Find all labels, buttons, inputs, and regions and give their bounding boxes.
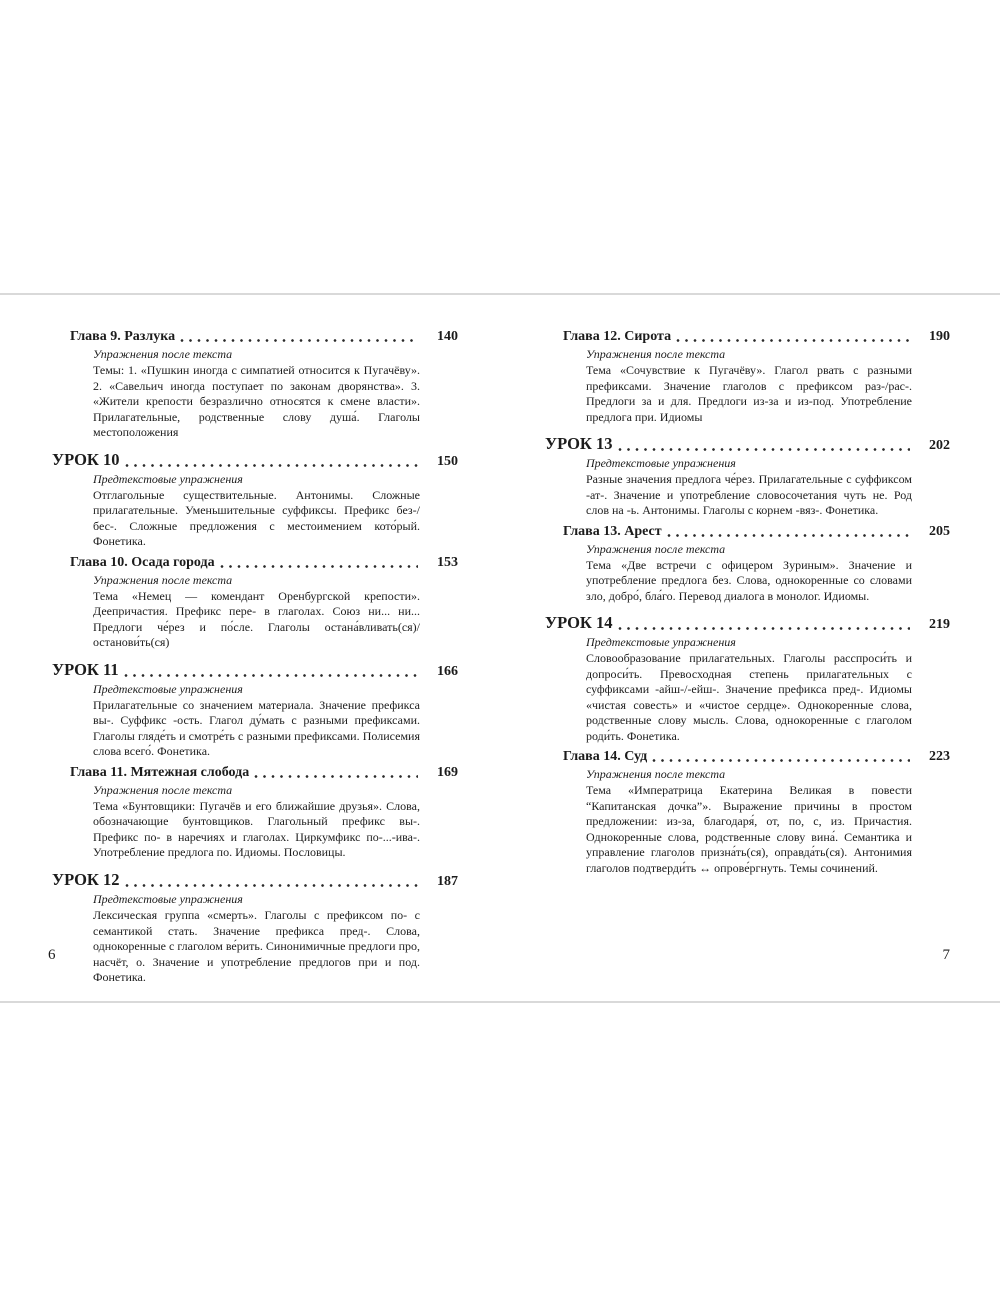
toc-entry-heading: [545, 524, 950, 540]
toc-entry-page-number: 166: [437, 663, 458, 679]
toc-entry-subtitle: Упражнения после текста: [586, 767, 726, 782]
dot-leader: [667, 533, 910, 538]
toc-entry-heading: [52, 871, 458, 890]
toc-entry-page-number: 205: [929, 523, 950, 539]
dot-leader: [254, 774, 418, 779]
toc-entry-heading: [52, 451, 458, 470]
toc-entry-description: Разные значения предлога че́рез. Прилагательные с суффиксом -ат-. Значение и употребление словосочетания чуть не. Род слов на -ь. Антонимы. Глаголы с корнем -вяз-. Фонетика.: [586, 472, 912, 518]
toc-entry: [52, 451, 458, 550]
toc-entry-title: Глава 11. Мятежная слобода: [70, 764, 250, 780]
toc-entry-subtitle: Упражнения после текста: [586, 541, 726, 556]
toc-entry-page-number: 153: [437, 554, 458, 570]
toc-entry-heading: [52, 329, 458, 345]
toc-left-page: [52, 324, 458, 986]
toc-entry-description: Тема «Немец — комендант Оренбургской крепости». Деепричастия. Префикс пере- в глаголах. Союз ни... ни... Предлоги че́рез и по́сле. Глаголы остана́вливать(ся)/останови́ть(ся): [93, 588, 420, 650]
toc-entry-subtitle: Упражнения после текста: [93, 782, 233, 797]
toc-entry-heading: [545, 435, 950, 454]
dot-leader: [618, 447, 910, 452]
toc-entry: [545, 435, 950, 519]
dot-leader: [125, 883, 418, 888]
dot-leader: [676, 338, 910, 343]
page-bottom-border: [0, 1001, 1000, 1003]
toc-entry-heading: [545, 749, 950, 765]
toc-entry-description: Тема «Сочувствие к Пугачёву». Глагол рвать с разными префиксами. Значение глаголов с префиксом раз-/рас-. Предлоги за и для. Предлоги из-за и из-под. Употребление предлога при. Идиомы: [586, 363, 912, 424]
toc-entry-title: Глава 10. Осада города: [70, 554, 215, 570]
toc-entry-description: Тема «Две встречи с офицером Зуриным». Значение и употребление предлога без. Слова, однокоренные со словами зло, добро́, бла́го. Перевод диалога в монолог. Идиомы.: [586, 557, 912, 603]
toc-entry-page-number: 150: [437, 453, 458, 469]
toc-entry-subtitle: Упражнения после текста: [93, 347, 233, 362]
toc-entry: [545, 524, 950, 605]
toc-entry: [52, 765, 458, 861]
toc-entry-description: Тема «Бунтовщики: Пугачёв и его ближайшие друзья». Слова, обозначающие бунтовщиков. Глагольный префикс вы-. Префикс по- в наречиях и глаголах. Циркумфикс по-...-ива-. Употребление предлога по. Идиомы. Пословицы.: [93, 798, 420, 860]
toc-entry: [545, 329, 950, 425]
toc-entry-heading: [52, 765, 458, 781]
toc-entry-subtitle: Предтекстовые упражнения: [93, 681, 243, 696]
toc-entry: [52, 329, 458, 441]
toc-entry-subtitle: Упражнения после текста: [93, 572, 233, 587]
toc-entry-title: Глава 13. Арест: [563, 523, 662, 539]
toc-entry-heading: [52, 661, 458, 680]
dot-leader: [124, 673, 418, 678]
toc-entry-subtitle: Предтекстовые упражнения: [586, 635, 736, 650]
toc-entry-title: УРОК 13: [545, 434, 613, 454]
toc-entry-title: Глава 14. Суд: [563, 749, 648, 765]
toc-entry-title: Глава 9. Разлука: [70, 329, 176, 344]
toc-entry-title: УРОК 11: [52, 659, 119, 679]
toc-entry-page-number: 140: [437, 329, 458, 344]
toc-entry-subtitle: Предтекстовые упражнения: [586, 456, 736, 471]
toc-entry-heading: [52, 555, 458, 571]
toc-entry-description: Лексическая группа «смерть». Глаголы с префиксом по- с семантикой стать. Значение префикса пред-. Слова, однокоренные с глаголом ве́рить. Синонимичные предлоги про, насчёт, о. Значение и употребление предлогов при и под. Фонетика.: [93, 908, 420, 985]
page-number-right: 7: [942, 947, 950, 963]
toc-entry-page-number: 219: [929, 617, 950, 633]
toc-entry-page-number: 202: [929, 438, 950, 454]
toc-entry-subtitle: Упражнения после текста: [586, 347, 726, 362]
dot-leader: [220, 564, 418, 569]
toc-entry: [545, 614, 950, 744]
toc-entry-subtitle: Предтекстовые упражнения: [93, 471, 243, 486]
dot-leader: [652, 758, 910, 763]
toc-entry-description: Темы: 1. «Пушкин иногда с симпатией относится к Пугачёву». 2. «Савельич иногда поступает по законам дворянства». 3. «Жители крепости безразлично относятся к смене власти». Прилагательные, родственные слову душа́. Глаголы местоположения: [93, 363, 420, 440]
toc-entry: [545, 749, 950, 876]
toc-entry-description: Тема «Императрица Екатерина Великая в повести “Капитанская дочка”». Выражение причины в простом предложении: из-за, благодаря́, от, по, с, из. Причастия. Однокоренные слова, родственные слову вина́. Семантика и управление глаголов призна́ть(ся), оправда́ть(ся). Антонимия глаголов подтверди́ть ↔ опрове́ргнуть. Темы сочинений.: [586, 783, 912, 875]
page-top-border: [0, 293, 1000, 295]
toc-right-page: [545, 324, 950, 876]
toc-entry-title: Глава 12. Сирота: [563, 329, 672, 344]
dot-leader: [180, 338, 418, 343]
toc-entry: [52, 555, 458, 651]
toc-entry-title: УРОК 10: [52, 449, 120, 469]
toc-entry-page-number: 169: [437, 764, 458, 780]
toc-entry-subtitle: Предтекстовые упражнения: [93, 892, 243, 907]
toc-entry-heading: [545, 614, 950, 633]
toc-entry-description: Отглагольные существительные. Антонимы. Сложные прилагательные. Уменьшительные суффиксы. Префикс без-/бес-. Сложные предложения с местоимением кото́рый. Фонетика.: [93, 487, 420, 549]
dot-leader: [125, 463, 418, 468]
toc-entry: [52, 871, 458, 986]
toc-entry: [52, 661, 458, 760]
page-number-left: 6: [48, 947, 56, 963]
toc-entry-title: УРОК 14: [545, 613, 613, 633]
toc-entry-heading: [545, 329, 950, 345]
toc-entry-page-number: 190: [929, 329, 950, 344]
toc-entry-page-number: 187: [437, 873, 458, 889]
toc-entry-description: Словообразование прилагательных. Глаголы расспроси́ть и допроси́ть. Превосходная степень прилагательных с суффиксами -айш-/-ейш-. Значение префикса пред-. Идиомы «чистая совесть» и «чистое сердце». Однокоренные слова, родственные слову мысль. Слова, однокоренные с глаголом роди́ть. Фонетика.: [586, 651, 912, 743]
toc-entry-description: Прилагательные со значением материала. Значение префикса вы-. Суффикс -ость. Глагол ду́мать с разными префиксами. Глаголы гляде́ть и смотре́ть с разными префиксами. Полисемия слова всего́. Фонетика.: [93, 697, 420, 759]
toc-entry-title: УРОК 12: [52, 869, 120, 889]
toc-entry-page-number: 223: [929, 749, 950, 765]
dot-leader: [618, 626, 910, 631]
